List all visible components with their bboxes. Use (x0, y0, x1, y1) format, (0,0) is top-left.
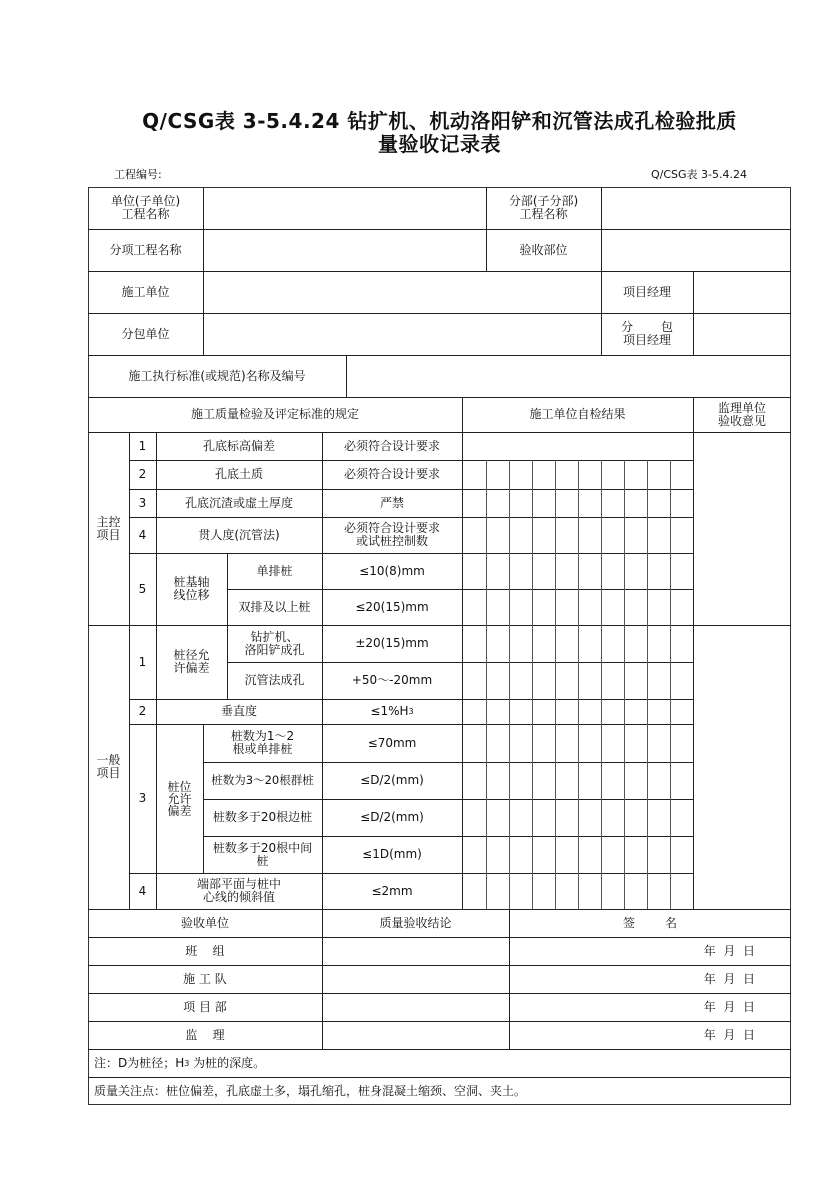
acceptance-row-supervisor-date[interactable]: 年 月 日 (703, 1027, 755, 1042)
note-prefix: 注：D为桩径；H (94, 1055, 185, 1070)
gen-item-1b-req: +50～-20mm (351, 673, 433, 687)
main-control-group-label: 主控 项目 (96, 514, 121, 542)
mc-item-5-no: 5 (138, 581, 147, 596)
form-title-line2: 量验收记录表 (378, 132, 501, 156)
gen-item-3c-name: 桩数多于20根边桩 (212, 810, 313, 824)
gen-item-4-no: 4 (138, 883, 147, 898)
gen-item-1-name: 桩径允 许偏差 (173, 648, 210, 675)
acceptance-row-crew-date[interactable]: 年 月 日 (703, 971, 755, 986)
acceptance-unit-header: 验收单位 (180, 915, 229, 930)
item-project-field[interactable] (204, 230, 486, 271)
gen-item-3d-req: ≤1D(mm) (362, 847, 422, 861)
mc-item-1-name: 孔底标高偏差 (202, 438, 275, 453)
supervisor-column-header: 监理单位 验收意见 (717, 400, 766, 428)
gen-item-3d-name: 桩数多于20根中间 桩 (212, 840, 313, 868)
signature-header-b: 名 (665, 915, 678, 930)
general-group-label: 一般 项目 (96, 753, 121, 780)
note-suffix: 为桩的深度。 (189, 1055, 266, 1070)
unit-project-field[interactable] (204, 188, 486, 229)
acceptance-row-supervisor-conclusion[interactable] (323, 1022, 509, 1049)
gen-item-3-no: 3 (138, 791, 147, 805)
sub-project-label: 分部(子分部) 工程名称 (508, 194, 579, 221)
sub-manager-label (601, 313, 693, 355)
mc-item-2-name: 孔底土质 (214, 467, 263, 481)
gen-item-1a-req: ±20(15)mm (355, 636, 429, 650)
sub-manager-label-a: 分 (621, 320, 634, 334)
gen-item-3-name: 桩位 允许 偏差 (167, 779, 192, 818)
mc-item-2-req: 必须符合设计要求 (343, 467, 440, 481)
standard-field[interactable] (347, 356, 790, 397)
acceptance-row-team-conclusion[interactable] (323, 938, 509, 965)
gen-item-4-req: ≤2mm (371, 883, 413, 898)
constructor-field[interactable] (204, 272, 601, 313)
mc-item-4-name: 贯人度(沉管法) (198, 527, 280, 542)
mc-item-5b-req: ≤20(15)mm (355, 599, 429, 614)
mc-item-1-no: 1 (138, 438, 147, 453)
mc-item-4-req: 必须符合设计要求 或试桩控制数 (343, 521, 440, 548)
standard-label: 施工执行标准(或规范)名称及编号 (128, 368, 306, 383)
unit-project-label: 单位(子单位) 工程名称 (110, 194, 181, 221)
mc-item-2-no: 2 (138, 467, 147, 481)
note-text (88, 1049, 791, 1077)
acceptance-row-project-dept-date[interactable]: 年 月 日 (703, 999, 755, 1014)
signature-header-a: 签 (622, 915, 635, 930)
acceptance-conclusion-header: 质量验收结论 (379, 915, 452, 930)
self-check-column-header: 施工单位自检结果 (529, 407, 626, 421)
quality-focus-note: 质量关注点：桩位偏差，孔底虚土多，塌孔缩孔，桩身混凝土缩颈、空洞、夹土。 (94, 1083, 527, 1098)
mc-item-1-self-check[interactable] (463, 433, 693, 460)
mc-item-3-no: 3 (138, 495, 147, 510)
gen-item-3a-req: ≤70mm (367, 735, 417, 750)
sub-manager-label-b: 包 (660, 320, 673, 334)
mc-item-4-no: 4 (138, 527, 147, 542)
gen-item-1b-name: 沉管法成孔 (244, 673, 305, 687)
gen-item-3b-name: 桩数为3～20根群桩 (211, 773, 314, 787)
gen-item-4-name: 端部平面与桩中 心线的倾斜值 (196, 877, 281, 904)
spec-column-header: 施工质量检验及评定标准的规定 (190, 407, 359, 421)
mc-item-1-req: 必须符合设计要求 (343, 438, 440, 453)
sub-manager-field[interactable] (694, 314, 790, 355)
form-title-line1: Q/CSG表 3-5.4.24 钻扩机、机动洛阳铲和沉管法成孔检验批质 (142, 109, 737, 133)
acceptance-row-supervisor: 监 理 (185, 1027, 225, 1042)
mc-item-3-req: 严禁 (379, 495, 404, 510)
sub-manager-label-c: 项目经理 (622, 333, 671, 347)
acceptance-part-label: 验收部位 (519, 242, 568, 257)
acceptance-row-crew-conclusion[interactable] (323, 966, 509, 993)
mc-item-3-name: 孔底沉渣或虚土厚度 (184, 495, 293, 510)
acceptance-part-field[interactable] (602, 230, 790, 271)
project-manager-field[interactable] (694, 272, 790, 313)
subcontractor-label: 分包单位 (121, 326, 170, 341)
project-manager-label: 项目经理 (622, 284, 671, 299)
item-project-label: 分项工程名称 (109, 242, 182, 257)
project-no-label: 工程编号: (114, 168, 162, 181)
gen-item-2-no: 2 (138, 704, 147, 718)
gen-item-2-req-main: ≤1%H (370, 704, 409, 718)
acceptance-row-team-date[interactable]: 年 月 日 (703, 943, 755, 958)
gen-item-2-name: 垂直度 (220, 704, 257, 718)
gen-item-2-req-sub: 3 (408, 707, 414, 716)
acceptance-row-crew: 施 工 队 (183, 971, 227, 986)
acceptance-row-team: 班 组 (185, 943, 225, 958)
mc-item-5b-name: 双排及以上桩 (238, 599, 311, 614)
gen-item-1a-name: 钻扩机、 洛阳铲成孔 (244, 629, 305, 657)
acceptance-row-project-dept: 项 目 部 (183, 999, 227, 1014)
gen-item-3b-req: ≤D/2(mm) (360, 773, 424, 787)
mc-item-5a-req: ≤10(8)mm (359, 563, 425, 578)
supervisor-opinion-field[interactable] (694, 433, 790, 909)
mc-item-5a-name: 单排桩 (256, 563, 293, 578)
form-title (88, 110, 791, 156)
gen-item-3a-name: 桩数为1～2 根或单排桩 (230, 729, 295, 756)
sub-project-field[interactable] (602, 188, 790, 229)
note-sub: 3 (184, 1058, 190, 1068)
gen-item-3c-req: ≤D/2(mm) (360, 810, 424, 824)
signature-header (509, 909, 791, 937)
gen-item-2-req (322, 699, 462, 724)
form-code: Q/CSG表 3-5.4.24 (651, 168, 748, 181)
constructor-label: 施工单位 (121, 284, 170, 299)
gen-item-1-no: 1 (138, 654, 147, 669)
subcontractor-field[interactable] (204, 314, 601, 355)
mc-item-5-name: 桩基轴 线位移 (173, 575, 210, 602)
acceptance-row-project-dept-conclusion[interactable] (323, 994, 509, 1021)
